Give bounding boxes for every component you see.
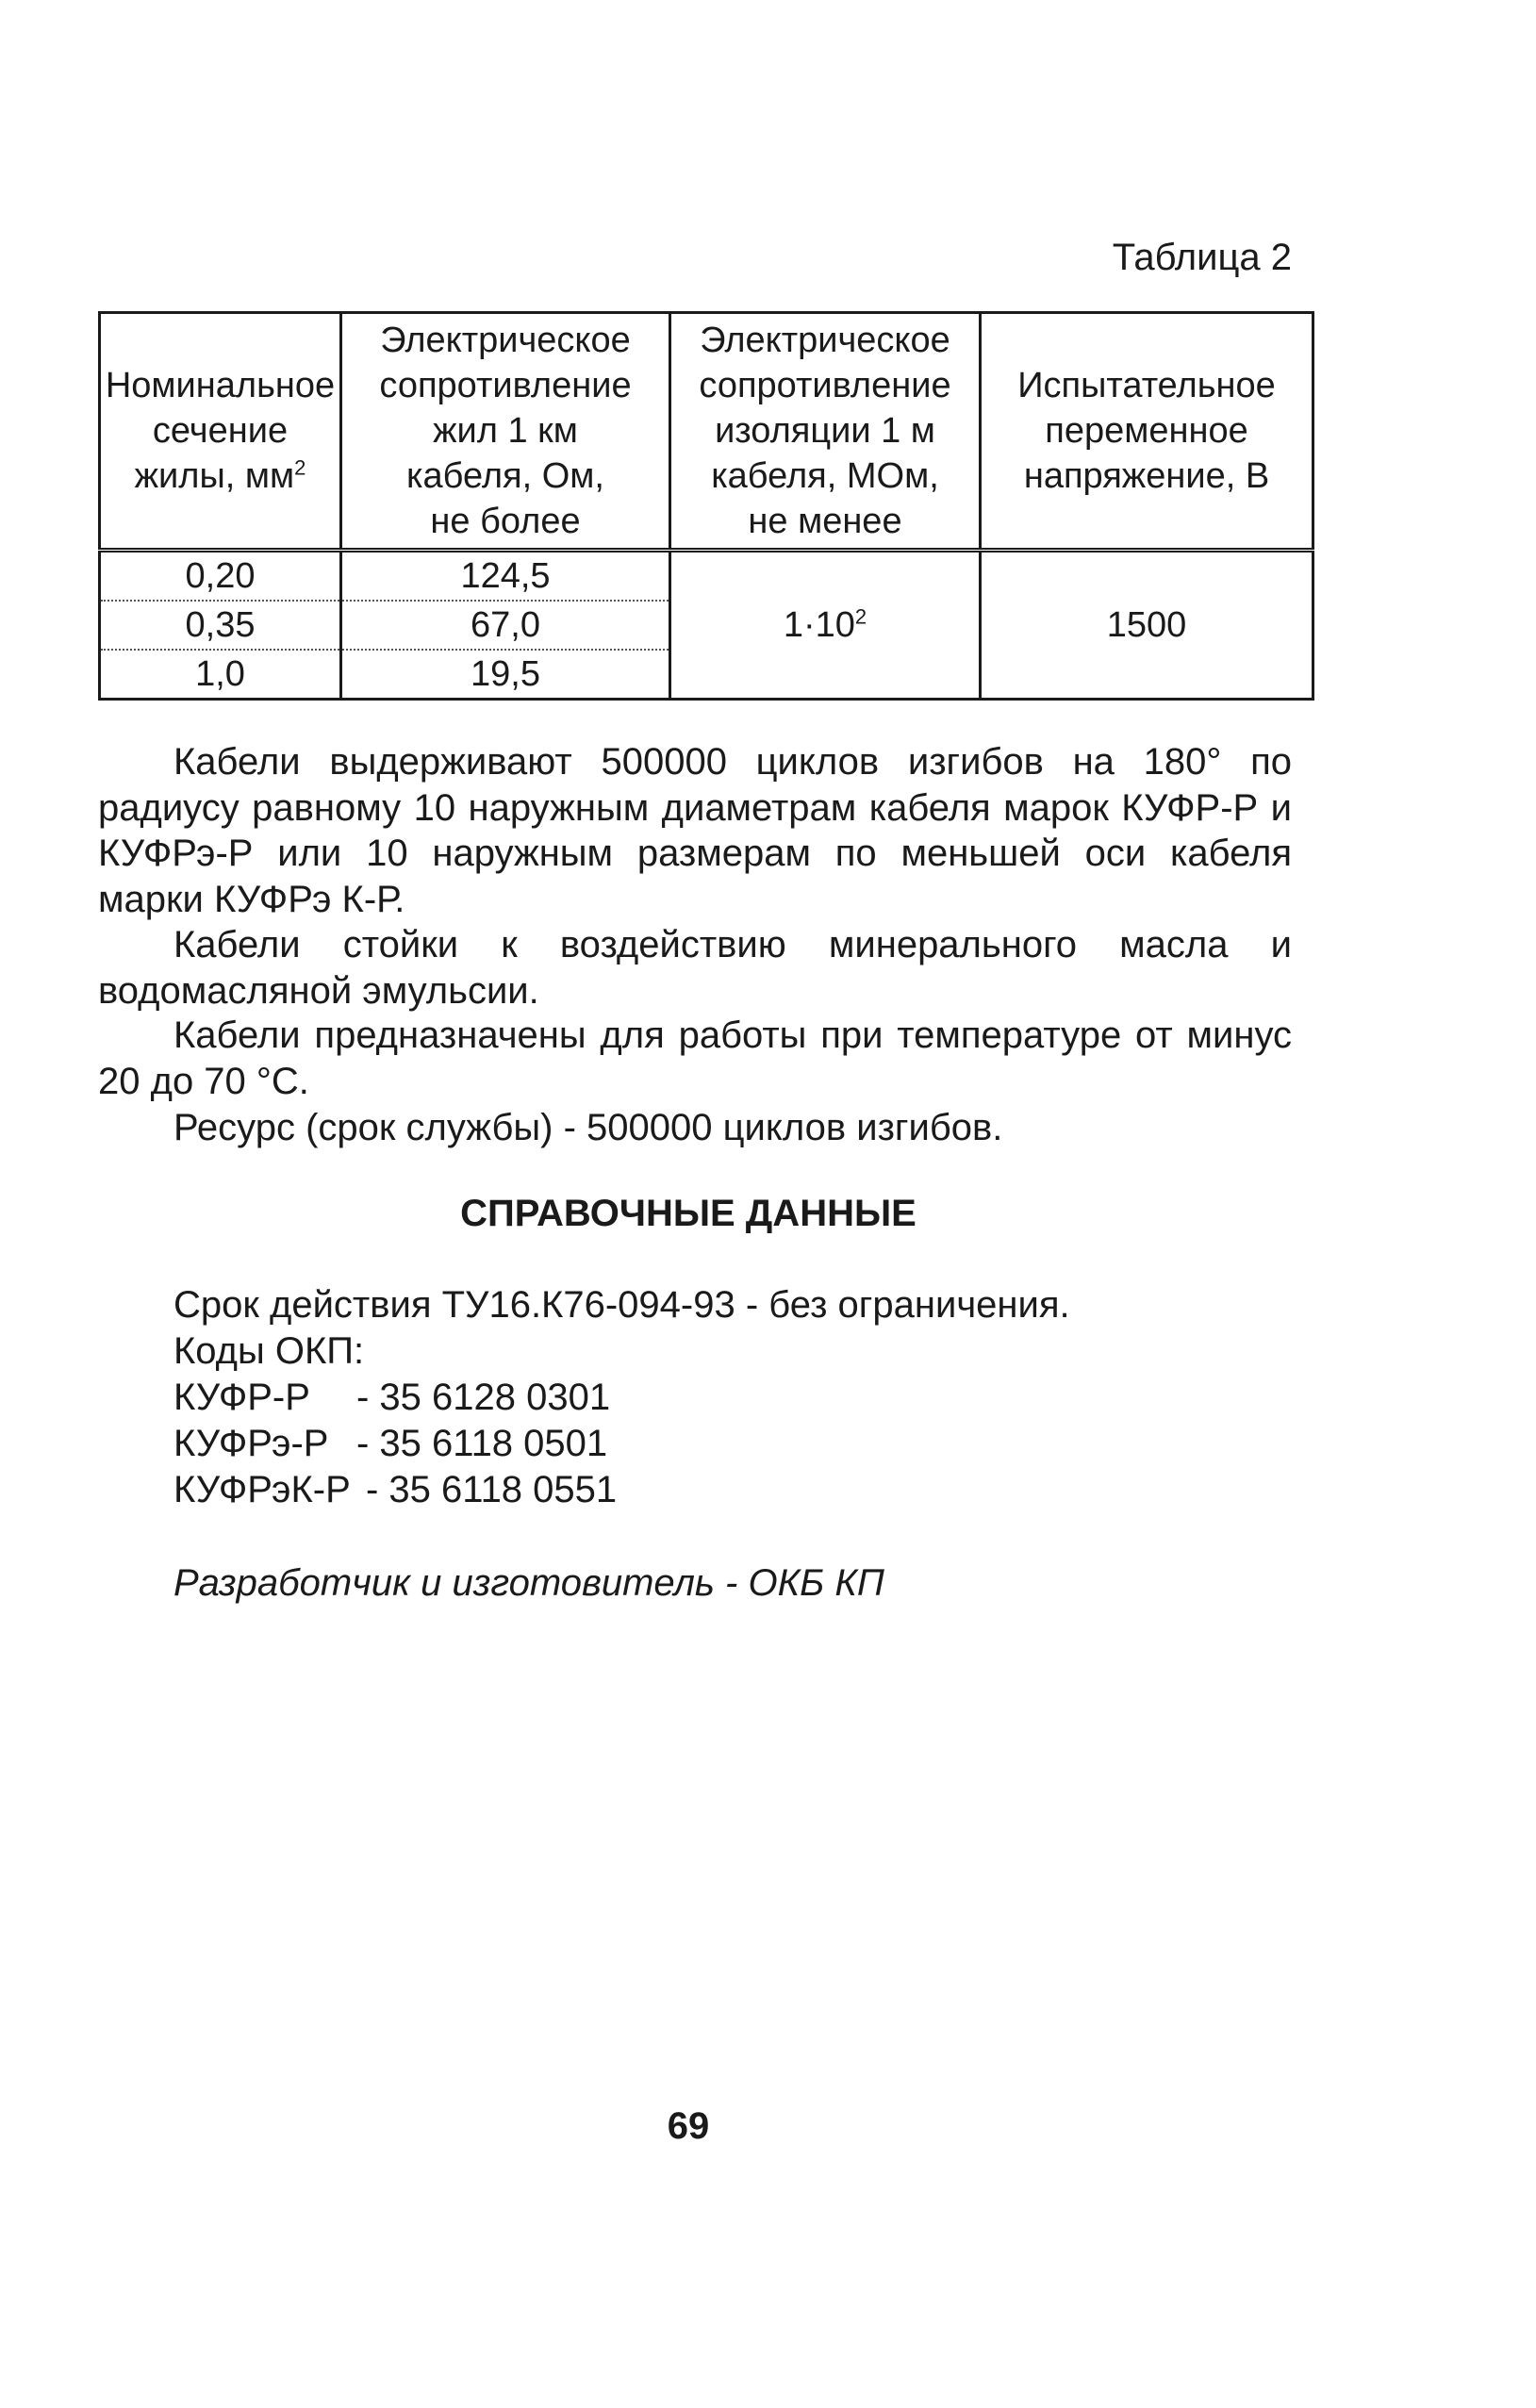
table-caption: Таблица 2 [1112, 237, 1292, 278]
insulation-value: 1·10 [783, 605, 855, 645]
header-nominal-section [100, 313, 341, 551]
header-line: кабеля, МОм, [711, 456, 939, 496]
section-heading: СПРАВОЧНЫЕ ДАННЫЕ [460, 1193, 917, 1234]
superscript: 2 [294, 455, 306, 480]
header-line: сопротивление [379, 366, 632, 405]
okp-code: - 35 6118 0551 [366, 1469, 618, 1510]
okp-code-row [173, 1375, 1070, 1421]
header-text: жилы, мм [134, 456, 295, 496]
header-line: напряжение, В [1023, 456, 1270, 496]
cable-spec-table [98, 311, 1314, 701]
header-line [105, 454, 336, 499]
paragraph-text: Кабели стойки к воздействию минерального масла и водомасляной эмульсии. [98, 924, 1292, 1012]
okp-code: - 35 6128 0301 [356, 1377, 611, 1418]
header-line: не более [430, 502, 581, 541]
cell-section: 0,35 [100, 601, 341, 650]
table-header-row [100, 313, 1313, 551]
header-line: сечение [152, 411, 289, 451]
cell-resistance: 67,0 [341, 601, 670, 650]
validity-line: Срок действия ТУ16.К76-094-93 - без ограничения. [173, 1284, 1070, 1326]
paragraph-text: Кабели выдерживают 500000 циклов изгибов на 180° по радиусу равному 10 наружным диаметрам кабеля марок КУФР-Р и КУФРэ-Р или 10 наружным размерам по меньшей оси кабеля марки КУФРэ К-Р. [98, 741, 1292, 920]
codes-label: Коды ОКП: [173, 1330, 365, 1372]
cell-insulation [670, 551, 981, 700]
header-line: Испытательное [1017, 366, 1276, 405]
okp-code-row [173, 1421, 1070, 1467]
developer-line: Разработчик и изготовитель - ОКБ КП [173, 1562, 884, 1604]
header-insulation-resistance [670, 313, 981, 551]
header-line: Электрическое [700, 321, 950, 360]
page-number: 69 [667, 2105, 710, 2147]
paragraph-text: Ресурс (срок службы) - 500000 циклов изгибов. [173, 1107, 1003, 1148]
cell-test-voltage: 1500 [981, 551, 1313, 700]
paragraph-bending-cycles [98, 739, 1292, 922]
cell-resistance: 19,5 [341, 650, 670, 700]
table-row [100, 551, 1313, 602]
okp-code-row [173, 1467, 1070, 1513]
header-line: Номинальное [105, 366, 336, 405]
cable-name: КУФРэ-Р [173, 1423, 329, 1464]
header-line: кабеля, Ом, [406, 456, 604, 496]
header-test-voltage [981, 313, 1313, 551]
superscript: 2 [854, 604, 867, 629]
cell-resistance: 124,5 [341, 551, 670, 602]
reference-data [173, 1282, 1070, 1513]
paragraph-service-life [98, 1105, 1292, 1151]
header-line: Электрическое [380, 321, 631, 360]
okp-code: - 35 6118 0501 [356, 1423, 608, 1464]
cell-section: 1,0 [100, 650, 341, 700]
paragraph-text: Кабели предназначены для работы при температуре от минус 20 до 70 °С. [98, 1014, 1292, 1102]
paragraph-oil-resistance [98, 922, 1292, 1014]
header-line: не менее [748, 502, 902, 541]
paragraph-temperature [98, 1013, 1292, 1104]
header-conductor-resistance [341, 313, 670, 551]
header-line: изоляции 1 м [715, 411, 935, 451]
header-line: жил 1 км [433, 411, 578, 451]
header-line: переменное [1045, 411, 1248, 451]
cable-name: КУФР-Р [173, 1377, 310, 1418]
cell-section: 0,20 [100, 551, 341, 602]
cable-name: КУФРэК-Р [173, 1469, 351, 1510]
header-line: сопротивление [699, 366, 951, 405]
